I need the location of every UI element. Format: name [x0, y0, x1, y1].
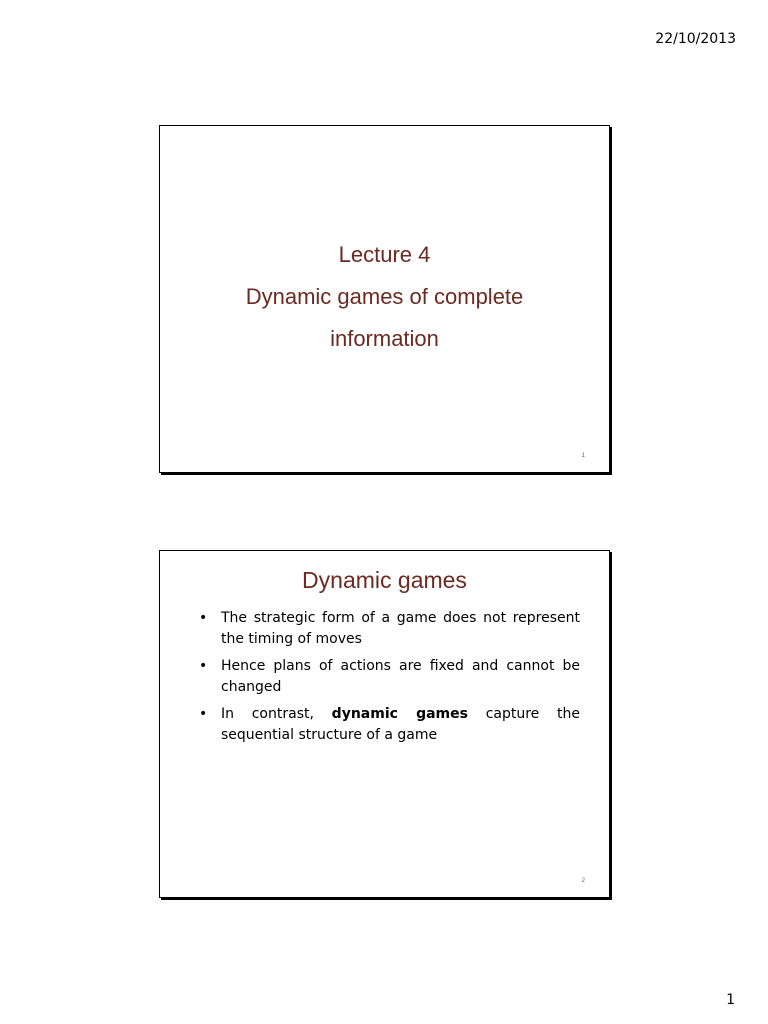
slide-2-bullet-list [194, 608, 580, 752]
slide-2 [159, 550, 610, 898]
slide-2-number: 2 [581, 878, 585, 884]
bullet-text-before: In contrast, [221, 706, 332, 722]
slide-1-title [160, 234, 609, 360]
bullet-bold-term: dynamic games [331, 706, 468, 722]
bullet-item: • Hence plans of actions are fixed and cannot be changed [194, 656, 580, 698]
bullet-text-after: capture the sequential structure of a game [221, 706, 580, 743]
slide-1-title-line-1: Lecture 4 [338, 242, 431, 267]
slide-1-title-line-3: information [330, 326, 439, 351]
slide-2-title: Dynamic games [302, 567, 467, 593]
page-number: 1 [726, 992, 735, 1008]
bullet-item [194, 704, 580, 746]
page-date: 22/10/2013 [655, 31, 736, 47]
bullet-item: • The strategic form of a game does not represent the timing of moves [194, 608, 580, 650]
slide-1 [159, 125, 610, 473]
slide-1-number: 1 [581, 453, 585, 459]
slide-1-title-line-2: Dynamic games of complete [245, 284, 524, 309]
